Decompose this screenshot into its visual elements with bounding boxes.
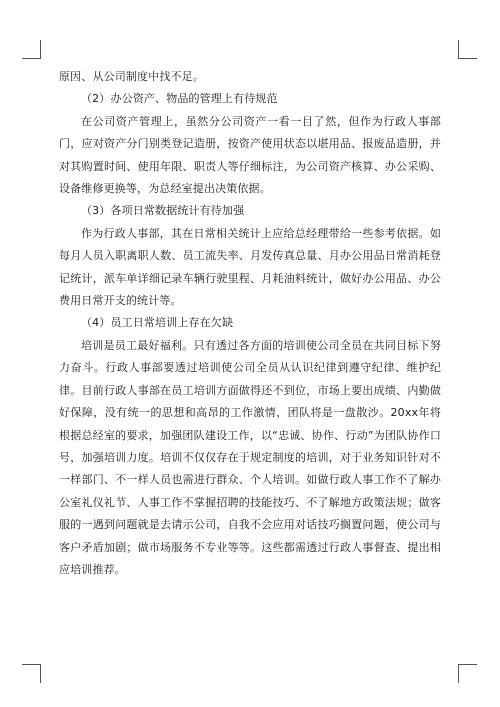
crop-mark-top-right [458, 40, 477, 59]
paragraph-statistics: 作为行政人事部，其在日常相关统计上应给总经理带给一些参考依据。如每月人员入职离职人数、员工流失率、月发传真总量、月办公用品日常消耗登记统计，派车单详细记录车辆行驶里程、月耗油料统计，做好办公用品、办公费用日常开支的统计等。 [59, 226, 441, 308]
crop-mark-bottom-right [458, 664, 477, 683]
document-body [59, 66, 441, 581]
crop-mark-bottom-left [22, 664, 41, 683]
section-heading-assets: （2）办公资产、物品的管理上有待规范 [81, 92, 278, 106]
paragraph-assets: 在公司资产管理上，虽然分公司资产一看一目了然，但作为行政人事部门，应对资产分门别类登记造册，按资产使用状态以堪用品、报废品造册，并对其购置时间、使用年限、职责人等仔细标注，为公司资产核算、办公采购、设备维修更换等，为总经室提出决策依据。 [59, 114, 441, 196]
paragraph-training: 培训是员工最好福利。只有透过各方面的培训使公司全员在共同目标下努力奋斗。行政人事部要透过培训使公司全员从认识纪律到遵守纪律、维护纪律。目前行政人事部在员工培训方面做得还不到位，市场上要出成绩、内勤做好保障，没有统一的思想和高昂的工作激情，团队将是一盘散沙。20xx年将根据总经室的要求，加强团队建设工作，以“忠诚、协作、行动”为团队协作口号，加强培训力度。培训不仅仅存在于规定制度的培训，对于业务知识针对不一样部门、不一样人员也需进行群众、个人培训。如做行政人事工作不了解办公室礼仪礼节、人事工作不掌握招聘的技能技巧、不了解地方政策法规；做客服的一遇到问题就是去请示公司，自我不会应用对话技巧搁置问题，使公司与客户矛盾加剧；做市场服务不专业等等。这些都需透过行政人事督查、提出相应培训推荐。 [59, 338, 441, 576]
section-heading-statistics: （3）各项日常数据统计有待加强 [81, 204, 245, 218]
paragraph-continuation: 原因、从公司制度中找不足。 [59, 70, 204, 83]
crop-mark-top-left [22, 40, 41, 59]
section-heading-training: （4）员工日常培训上存在欠缺 [81, 316, 234, 330]
